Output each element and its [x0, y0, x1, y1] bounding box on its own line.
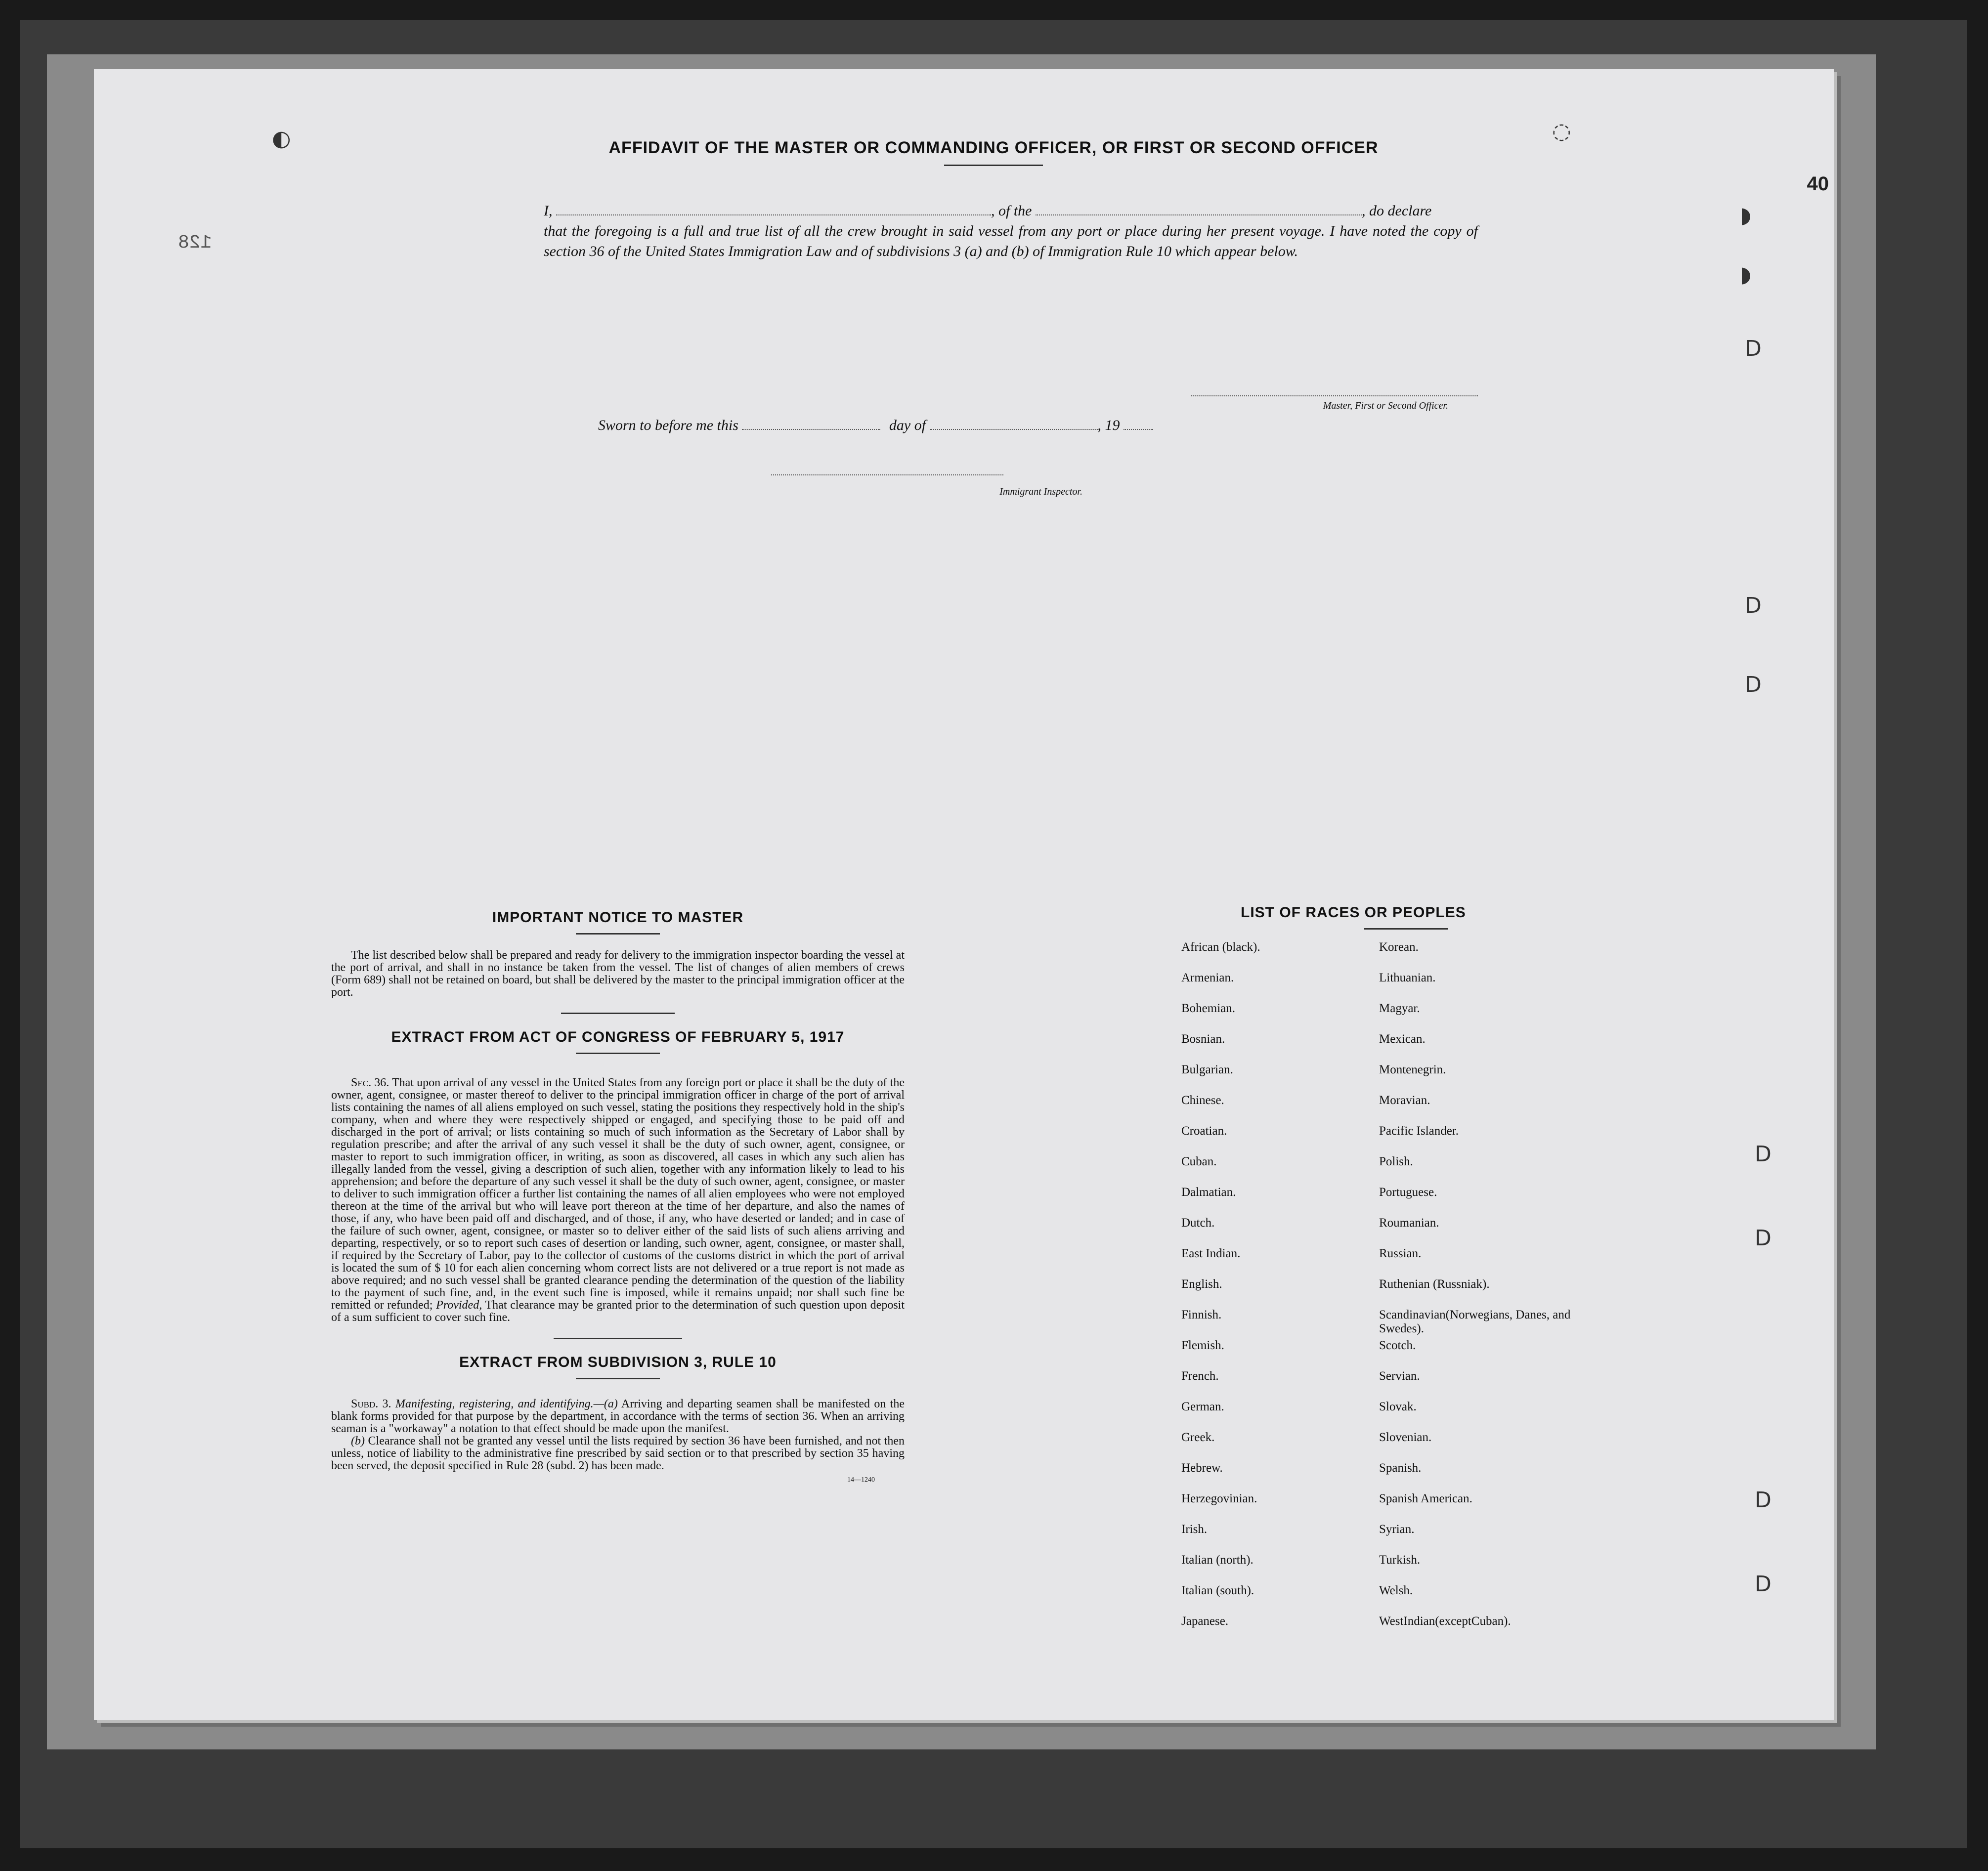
- race-item: Japanese.: [1181, 1615, 1229, 1628]
- race-item: Greek.: [1181, 1431, 1215, 1444]
- race-item: Servian.: [1379, 1369, 1420, 1383]
- sworn-date-blank[interactable]: [742, 429, 880, 430]
- rule10-text: [331, 1398, 905, 1472]
- race-item: Dutch.: [1181, 1216, 1215, 1230]
- subd-text: Arriving and departing seamen shall be manifested on the blank forms provided for that purpose by the department, in accordance with the terms of section 36. When an arriving seaman is a "workaway" a notation to that effect should be made upon the manifest.: [331, 1398, 905, 1435]
- proviso-label: Provided,: [436, 1299, 482, 1312]
- handwritten-number: 128: [178, 232, 212, 254]
- declare-i: I,: [544, 203, 553, 219]
- race-item: Flemish.: [1181, 1339, 1224, 1352]
- race-item: Polish.: [1379, 1155, 1413, 1168]
- races-columns: [1181, 940, 1626, 1645]
- race-item: Korean.: [1379, 940, 1419, 954]
- divider-rule: [561, 1013, 675, 1014]
- subd-label: Subd. 3.: [351, 1398, 391, 1410]
- race-item: African (black).: [1181, 940, 1260, 954]
- sworn-label: Sworn to before me this: [598, 417, 738, 433]
- page-number: 40: [1807, 173, 1829, 195]
- punch-hole-icon: D: [1745, 672, 1762, 697]
- race-item: Bohemian.: [1181, 1002, 1236, 1015]
- race-item: Herzegovinian.: [1181, 1492, 1257, 1505]
- race-item: Italian (north).: [1181, 1553, 1253, 1567]
- document-page: [94, 69, 1834, 1720]
- act-body: That upon arrival of any vessel in the United States from any foreign port or place it shall be the duty of the owner, agent, consignee, or master thereof to deliver to the principal immigration officer in charge of the port of arrival lists containing the names of all aliens employed on such vessel, stating the positions they respectively hold in the ship's company, when and where they were respectively shipped or engaged, and specifying those to be paid off and discharged in the port of arrival; or lists containing so much of such information as the Secretary of Labor shall by regulation prescribe; and after the arrival of any such vessel it shall be the duty of such owner, agent, consignee, or master to report to such immigration officer, in writing, as soon as discovered, all cases in which any such alien has illegally landed from the vessel, giving a description of such alien, together with any information likely to lead to his apprehension; and before the departure of any such vessel it shall be the duty of such owner, agent, consignee, or master to deliver to such immigration officer a further list containing the names of all alien employees who were not employed thereon at the time of the arrival but who will leave port thereon at the time of her departure, and also the names of those, if any, who have been paid off and discharged, and of those, if any, who have deserted or landed; and in case of the failure of such owner, agent, consignee, or master so to deliver either of the said lists of such aliens arriving and departing, respectively, or so to report such cases of desertion or landing, such owner, agent, consignee, or master shall, if required by the Secretary of Labor, pay to the collector of customs of the customs district in which the port of arrival is located the sum of $ 10 for each alien concerning whom correct lists are not delivered or a true report is not made as above required; and no such vessel shall be granted clearance pending the determination of the question of the liability to the payment of such fine, and, in the event such fine is imposed, while it remains unpaid; nor shall such fine be remitted or refunded;: [331, 1076, 905, 1312]
- race-item: Scotch.: [1379, 1339, 1416, 1352]
- rule10-paragraph-a: [331, 1398, 905, 1435]
- race-item: Chinese.: [1181, 1094, 1224, 1107]
- race-item: Magyar.: [1379, 1002, 1420, 1015]
- race-item: Syrian.: [1379, 1523, 1415, 1536]
- master-signature-line[interactable]: [1191, 395, 1478, 396]
- rule10-paragraph-b: [331, 1435, 905, 1472]
- race-item: Dalmatian.: [1181, 1186, 1236, 1199]
- title-rule: [944, 165, 1043, 166]
- punch-hole-icon: ◗: [1740, 262, 1752, 287]
- race-item: Cuban.: [1181, 1155, 1217, 1168]
- race-item: Spanish.: [1379, 1461, 1422, 1475]
- inspector-caption: Immigrant Inspector.: [999, 486, 1082, 497]
- race-item: WestIndian(exceptCuban).: [1379, 1615, 1511, 1628]
- race-item: Italian (south).: [1181, 1584, 1254, 1597]
- punch-hole-icon: ◌: [1552, 119, 1571, 144]
- race-item: Bosnian.: [1181, 1032, 1225, 1046]
- declare-end: , do declare: [1362, 203, 1432, 219]
- vessel-blank[interactable]: [1036, 214, 1362, 215]
- rule10-title: EXTRACT FROM SUBDIVISION 3, RULE 10: [459, 1354, 777, 1370]
- race-item: Armenian.: [1181, 971, 1234, 984]
- notice-rule: [576, 933, 660, 935]
- affidavit-section: [450, 138, 1537, 497]
- race-item: Ruthenian (Russniak).: [1379, 1277, 1490, 1291]
- proviso-text: That clearance may be granted prior to the determination of such question upon deposit of a sum sufficient to cover such fine.: [331, 1299, 905, 1324]
- race-item: French.: [1181, 1369, 1219, 1383]
- notice-column: [331, 909, 905, 1484]
- race-item: Spanish American.: [1379, 1492, 1472, 1505]
- race-item: Croatian.: [1181, 1124, 1227, 1138]
- year-label: , 19: [1097, 417, 1120, 433]
- punch-hole-icon: ◗: [1740, 203, 1752, 228]
- sworn-month-blank[interactable]: [930, 429, 1098, 430]
- affidavit-declaration: [450, 201, 1478, 261]
- sworn-line: [598, 415, 1488, 435]
- day-of-label: day of: [889, 417, 926, 433]
- declaration-line: [544, 201, 1478, 221]
- race-item: East Indian.: [1181, 1247, 1241, 1260]
- affidavit-title: AFFIDAVIT OF THE MASTER OR COMMANDING OFFICER, OR FIRST OR SECOND OFFICER: [608, 138, 1379, 157]
- race-item: English.: [1181, 1277, 1222, 1291]
- form-number: 14—1240: [847, 1476, 875, 1484]
- notice-paragraph: The list described below shall be prepared and ready for delivery to the immigration inspector boarding the vessel at the port of arrival, and shall in no instance be taken from the vessel. The list of changes of alien members of crews (Form 689) shall not be retained on board, but shall be delivered by the master to the principal immigration officer at the port.: [331, 949, 905, 999]
- rule10-rule: [576, 1378, 660, 1379]
- race-item: Mexican.: [1379, 1032, 1426, 1046]
- affidavit-body: that the foregoing is a full and true list of all the crew brought in said vessel from any port or place during her present voyage. I have noted the copy of section 36 of the United States Immigration Law and of subdivisions 3 (a) and (b) of Immigration Rule 10 which appear below.: [544, 223, 1478, 259]
- race-item: Russian.: [1379, 1247, 1422, 1260]
- act-title: EXTRACT FROM ACT OF CONGRESS OF FEBRUARY 5, 1917: [391, 1029, 845, 1045]
- sec-label: Sec. 36.: [351, 1076, 389, 1089]
- races-left-column: [1181, 940, 1379, 1645]
- race-item: German.: [1181, 1400, 1224, 1413]
- races-right-column: [1379, 940, 1577, 1645]
- subd-heading: Manifesting, registering, and identifying.—(a): [395, 1398, 618, 1410]
- inspector-signature-line[interactable]: [771, 474, 1003, 475]
- act-paragraph: [331, 1077, 905, 1324]
- race-item: Slovak.: [1379, 1400, 1417, 1413]
- divider-rule: [554, 1338, 682, 1339]
- race-item: Montenegrin.: [1379, 1063, 1446, 1076]
- inspector-signature: [771, 474, 1082, 498]
- punch-hole-icon: D: [1755, 1226, 1772, 1251]
- punch-hole-icon: D: [1745, 593, 1762, 618]
- punch-hole-icon: ◐: [272, 126, 291, 151]
- punch-hole-icon: D: [1755, 1142, 1772, 1167]
- act-rule: [576, 1053, 660, 1054]
- notice-text: [331, 949, 905, 999]
- b-label: (b): [351, 1435, 365, 1447]
- race-item: Bulgarian.: [1181, 1063, 1233, 1076]
- notice-title: IMPORTANT NOTICE TO MASTER: [492, 909, 744, 926]
- race-item: Lithuanian.: [1379, 971, 1436, 984]
- race-item: Moravian.: [1379, 1094, 1430, 1107]
- punch-hole-icon: D: [1755, 1572, 1772, 1597]
- punch-hole-icon: D: [1755, 1488, 1772, 1513]
- punch-hole-icon: D: [1745, 336, 1762, 361]
- master-signature: [1191, 395, 1478, 412]
- race-item: Slovenian.: [1379, 1431, 1432, 1444]
- race-item: Pacific Islander.: [1379, 1124, 1459, 1138]
- race-item: Portuguese.: [1379, 1186, 1437, 1199]
- act-text: [331, 1077, 905, 1324]
- race-item: Hebrew.: [1181, 1461, 1223, 1475]
- race-item: Scandinavian(Norwegians, Danes, and Swedes).: [1379, 1308, 1571, 1335]
- races-rule: [1364, 928, 1448, 930]
- master-caption: Master, First or Second Officer.: [1323, 400, 1448, 411]
- races-section: [1181, 904, 1626, 1645]
- sworn-year-blank[interactable]: [1124, 429, 1153, 430]
- race-item: Finnish.: [1181, 1308, 1222, 1321]
- declare-of-the: , of the: [991, 203, 1032, 219]
- race-item: Roumanian.: [1379, 1216, 1439, 1230]
- race-item: Welsh.: [1379, 1584, 1413, 1597]
- race-item: Turkish.: [1379, 1553, 1421, 1567]
- name-blank[interactable]: [556, 214, 991, 215]
- b-text: Clearance shall not be granted any vessel until the lists required by section 36 have been furnished, and not then unless, notice of liability to the administrative fine prescribed by said section or to that prescribed by section 35 having been served, the deposit specified in Rule 28 (subd. 2) has been made.: [331, 1435, 905, 1472]
- race-item: Irish.: [1181, 1523, 1208, 1536]
- races-title: LIST OF RACES OR PEOPLES: [1241, 904, 1466, 921]
